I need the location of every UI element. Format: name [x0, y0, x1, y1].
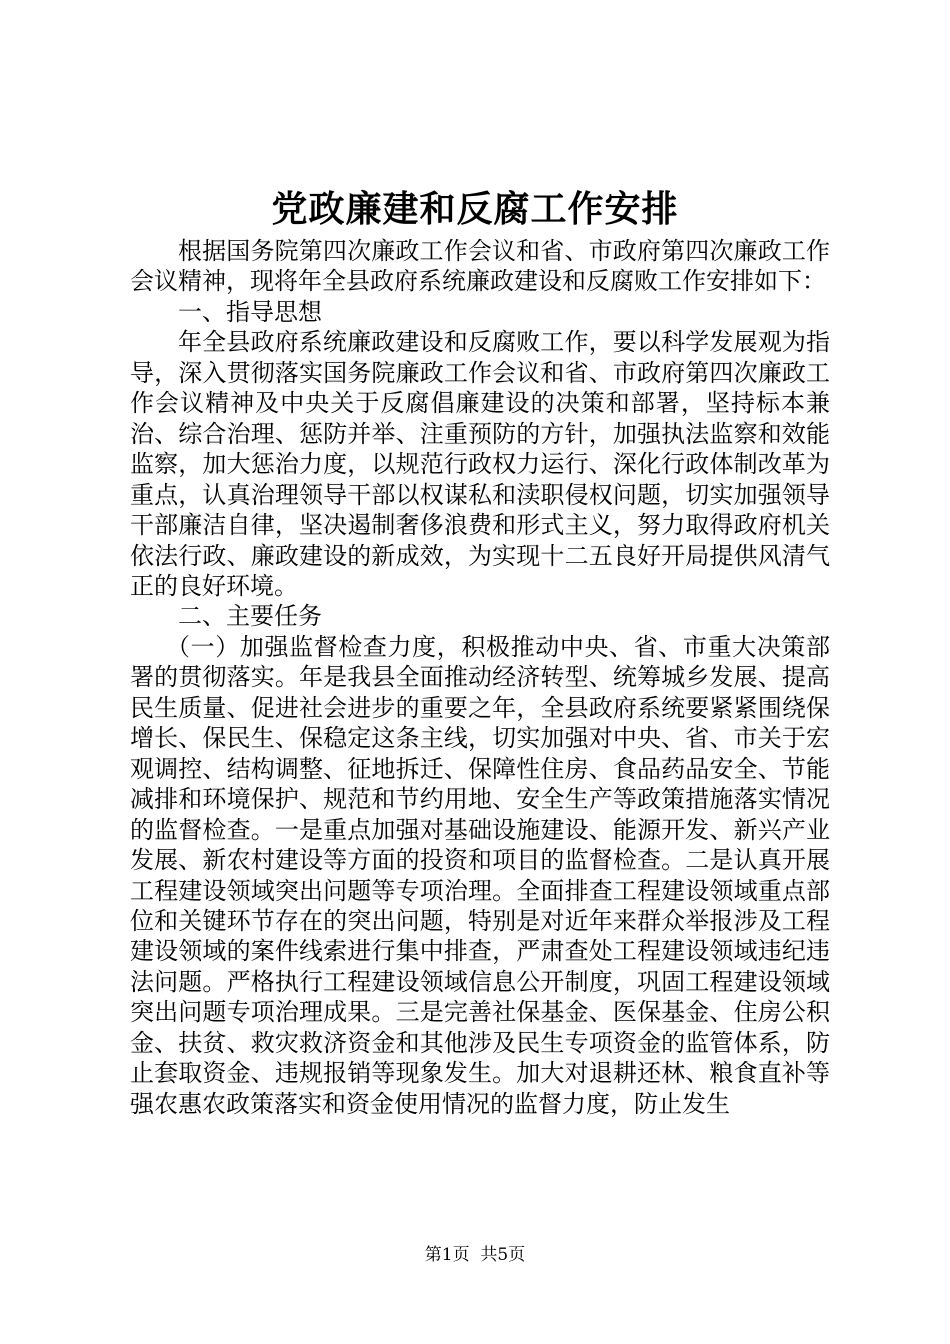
paragraph-intro: 根据国务院第四次廉政工作会议和省、市政府第四次廉政工作会议精神，现将年全县政府系统廉政建设和反腐败工作安排如下： — [130, 237, 830, 296]
document-body — [130, 236, 830, 1119]
page-number-current: 第1页 — [424, 1245, 470, 1265]
section-heading-main-tasks: 二、主要任务 — [178, 602, 322, 631]
paragraph-task-one: （一）加强监督检查力度，积极推动中央、省、市重大决策部署的贯彻落实。年是我县全面推动经济转型、统筹城乡发展、提高民生质量、促进社会进步的重要之年，全县政府系统要紧紧围绕保增长、保民生、保稳定这条主线，切实加强对中央、省、市关于宏观调控、结构调整、征地拆迁、保障性住房、食品药品安全、节能减排和环境保护、规范和节约用地、安全生产等政策措施落实情况的监督检查。一是重点加强对基础设施建设、能源开发、新兴产业发展、新农村建设等方面的投资和项目的监督检查。二是认真开展工程建设领域突出问题等专项治理。全面排查工程建设领域重点部位和关键环节存在的突出问题，特别是对近年来群众举报涉及工程建设领域的案件线索进行集中排查，严肃查处工程建设领域违纪违法问题。严格执行工程建设领域信息公开制度，巩固工程建设领域突出问题专项治理成果。三是完善社保基金、医保基金、住房公积金、扶贫、救灾救济资金和其他涉及民生专项资金的监管体系，防止套取资金、违规报销等现象发生。加大对退耕还林、粮食直补等强农惠农政策落实和资金使用情况的监督力度，防止发生 — [130, 632, 830, 1118]
paragraph-guiding-thought: 年全县政府系统廉政建设和反腐败工作，要以科学发展观为指导，深入贯彻落实国务院廉政工作会议和省、市政府第四次廉政工作会议精神及中央关于反腐倡廉建设的决策和部署，坚持标本兼治、综合治理、惩防并举、注重预防的方针，加强执法监察和效能监察，加大惩治力度，以规范行政权力运行、深化行政体制改革为重点，认真治理领导干部以权谋私和渎职侵权问题，切实加强领导干部廉洁自律，坚决遏制奢侈浪费和形式主义，努力取得政府机关依法行政、廉政建设的新成效，为实现十二五良好开局提供风清气正的良好环境。 — [130, 328, 830, 600]
section-heading-guiding-thought: 一、指导思想 — [178, 297, 322, 326]
page-footer — [0, 1244, 950, 1266]
document-title: 党政廉建和反腐工作安排 — [271, 188, 679, 230]
page-number-total: 共5页 — [480, 1245, 526, 1265]
